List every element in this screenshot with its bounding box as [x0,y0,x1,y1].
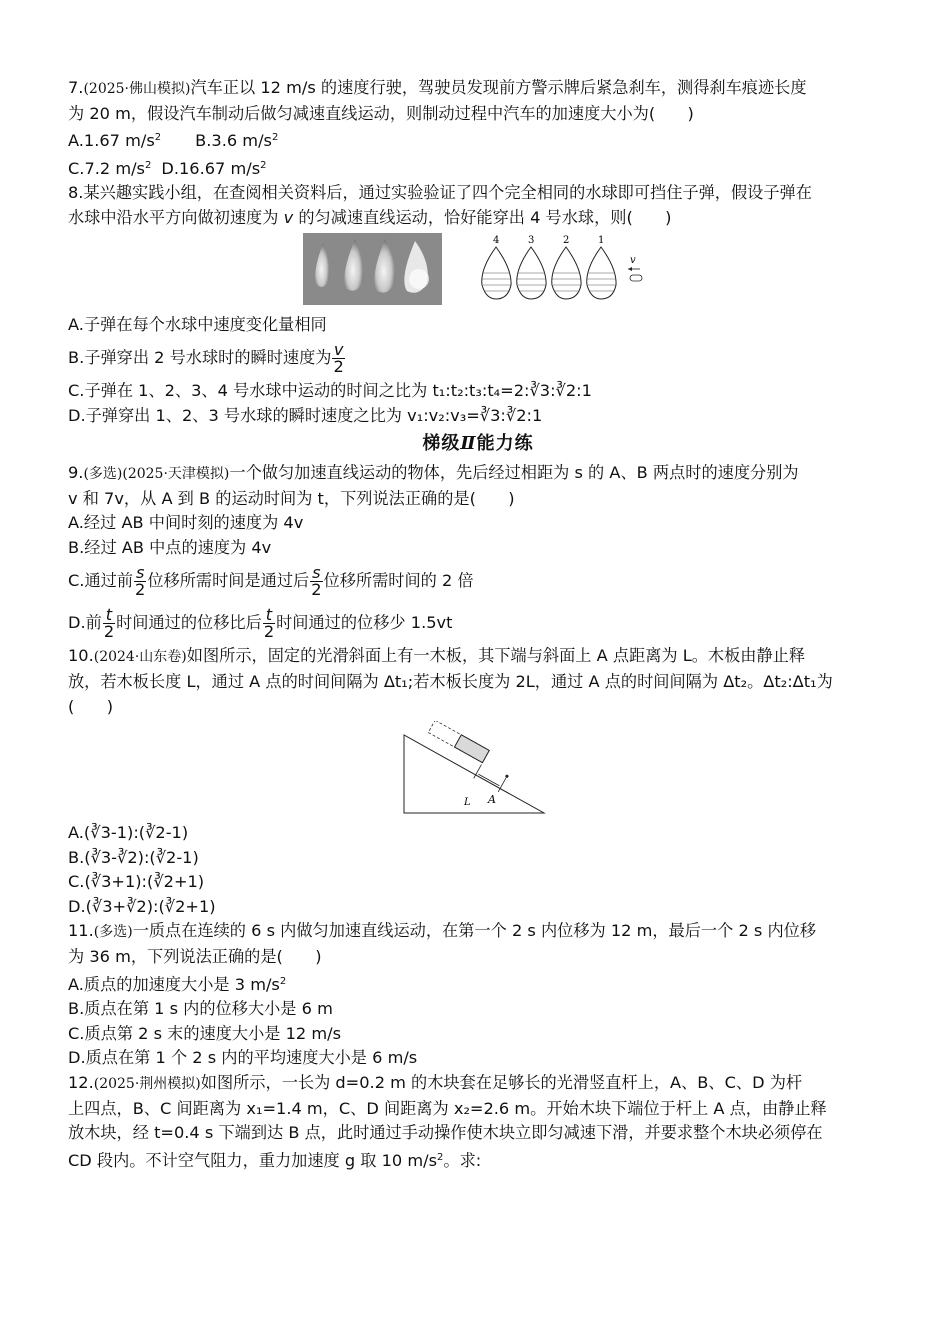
q11-option-b: B.质点在第 1 s 内的位移大小是 6 m [68,999,333,1019]
q11-source: (多选) [93,924,133,941]
q7-source: (2025·佛山模拟) [83,81,191,97]
q10-stem-line3: ( ) [68,696,114,716]
bullet-icon [630,275,642,281]
q8-option-b: B.子弹穿出 2 号水球时的瞬时速度为 $\frac{v}{2}$ [68,340,344,377]
q10-option-b: B.(∛3-∛2):(∛2-1) [68,847,199,867]
q11-option-d: D.质点在第 1 个 2 s 内的平均速度大小是 6 m/s [68,1048,418,1068]
q9-stem-line1: 9.(多选)(2025·天津模拟)一个做匀加速直线运动的物体，先后经过相距为 s 的 A、B 两点时的速度分别为 [68,462,799,482]
q7-option-d: D.16.67 $m/s^2$ [161,158,267,178]
q8-option-d: D.子弹穿出 1、2、3 号水球的瞬时速度之比为 v₁:v₂:v₃=∛3:∛2:1 [68,405,543,425]
q11-option-a: A.质点的加速度大小是 3 $m/s^2$ [68,974,287,994]
q12-stem-line4: CD 段内。不计空气阻力，重力加速度 g 取 10 $m/s^2$。求: [68,1150,482,1170]
ball-label-4: 4 [493,234,500,246]
document-page [68,76,888,1173]
ball-label-3: 3 [528,234,535,246]
section-heading: 梯级Ⅱ能力练 [422,433,534,455]
q9-option-c: C.通过前 $\frac{s}{2}$ 位移所需时间是通过后 $\frac{s}{2}$ 位移所需时间的 2 倍 [68,563,474,600]
q10-stem-line2: 放，若木板长度 L，通过 A 点的时间间隔为 Δt₁;若木板长度为 2L，通过 A 点的时间间隔为 Δt₂。Δt₂:Δt₁为 [68,671,833,691]
q7-option-b: B.3.6 $m/s^2$ [195,131,279,151]
q10-source: (2024·山东卷) [93,649,187,666]
q12-stem-line1: 12.(2025·荆州模拟)如图所示，一长为 d=0.2 m 的木块套在足够长的光滑竖直杆上，A、B、C、D 为杆 [68,1073,803,1093]
q9-stem-line2: v 和 7v，从 A 到 B 的运动时间为 t，下列说法正确的是( ) [68,488,515,508]
q10-option-a: A.(∛3-1):(∛2-1) [68,823,189,843]
q7-stem-line2: 为 20 m，假设汽车制动后做匀减速直线运动，则制动过程中汽车的加速度大小为( ) [68,103,694,123]
q8-option-a: A.子弹在每个水球中速度变化量相同 [68,314,327,334]
bullet-velocity-label: v [630,254,636,266]
q10-option-c: C.(∛3+1):(∛2+1) [68,872,205,892]
q7-text-line1: 汽车正以 12 m/s 的速度行驶，驾驶员发现前方警示牌后紧急刹车，测得刹车痕迹长度 [190,78,807,97]
water-balls-photo [303,233,442,305]
ball-label-2: 2 [563,234,570,246]
water-balls-schematic [478,233,658,305]
point-A [505,774,509,778]
q7-option-a: A.1.67 $m/s^2$ [68,131,162,151]
label-A: A [488,793,496,807]
q11-option-c: C.质点第 2 s 末的速度大小是 12 m/s [68,1023,342,1043]
q9-option-b: B.经过 AB 中点的速度为 4v [68,537,272,557]
q12-stem-line3: 放木块，经 t=0.4 s 下端到达 B 点，此时通过手动操作使木块立即匀减速下滑，并要求整个木块必须停在 [68,1123,823,1143]
q7-stem-line1 [68,76,888,102]
board [454,735,489,763]
q9-option-a: A.经过 AB 中间时刻的速度为 4v [68,513,304,533]
q7-options-ab [68,126,888,154]
q7-options-cd [68,154,888,182]
q10-option-d: D.(∛3+∛2):(∛2+1) [68,896,216,916]
q7-option-c: C.7.2 $m/s^2$ [68,158,152,178]
q8-figure [68,233,888,311]
q9-source: (多选)(2025·天津模拟) [83,465,230,482]
q12-stem-line2: 上四点，B、C 间距离为 x₁=1.4 m，C、D 间距离为 x₂=2.6 m。开始木块下端位于杆上 A 点，由静止释 [68,1098,827,1118]
distance-L-marker [478,774,499,786]
q11-stem-line2: 为 36 m，下列说法正确的是( ) [68,947,322,967]
q7-number: 7. [68,78,84,97]
q10-stem-line1: 10.(2024·山东卷)如图所示，固定的光滑斜面上有一木板，其下端与斜面上 A 点距离为 L。木板由静止释 [68,646,806,666]
v-over-2-fraction: $\frac{v}{2}$ [333,340,344,377]
q11-stem-line1: 11.(多选)一质点在连续的 6 s 内做匀加速直线运动，在第一个 2 s 内位移为 12 m，最后一个 2 s 内位移 [68,921,817,941]
ball-label-1: 1 [598,234,605,246]
q12-source: (2025·荆州模拟) [93,1076,201,1093]
q8-stem-line2: 水球中沿水平方向做初速度为 v 的匀减速直线运动，恰好能穿出 4 号水球，则( ) [68,207,672,227]
q9-option-d: D.前 $\frac{t}{2}$ 时间通过的位移比后 $\frac{t}{2}$ 时间通过的位移少 1.5vt [68,605,453,642]
label-L: L [464,797,471,809]
q8-option-c: C.子弹在 1、2、3、4 号水球中运动的时间之比为 t₁:t₂:t₃:t₄=2:∛3:∛2:1 [68,381,592,401]
q8-stem-line1: 8.某兴趣实践小组，在查阅相关资料后，通过实验验证了四个完全相同的水球即可挡住子弹，假设子弹在 [68,183,812,203]
q10-incline-figure [68,721,888,819]
